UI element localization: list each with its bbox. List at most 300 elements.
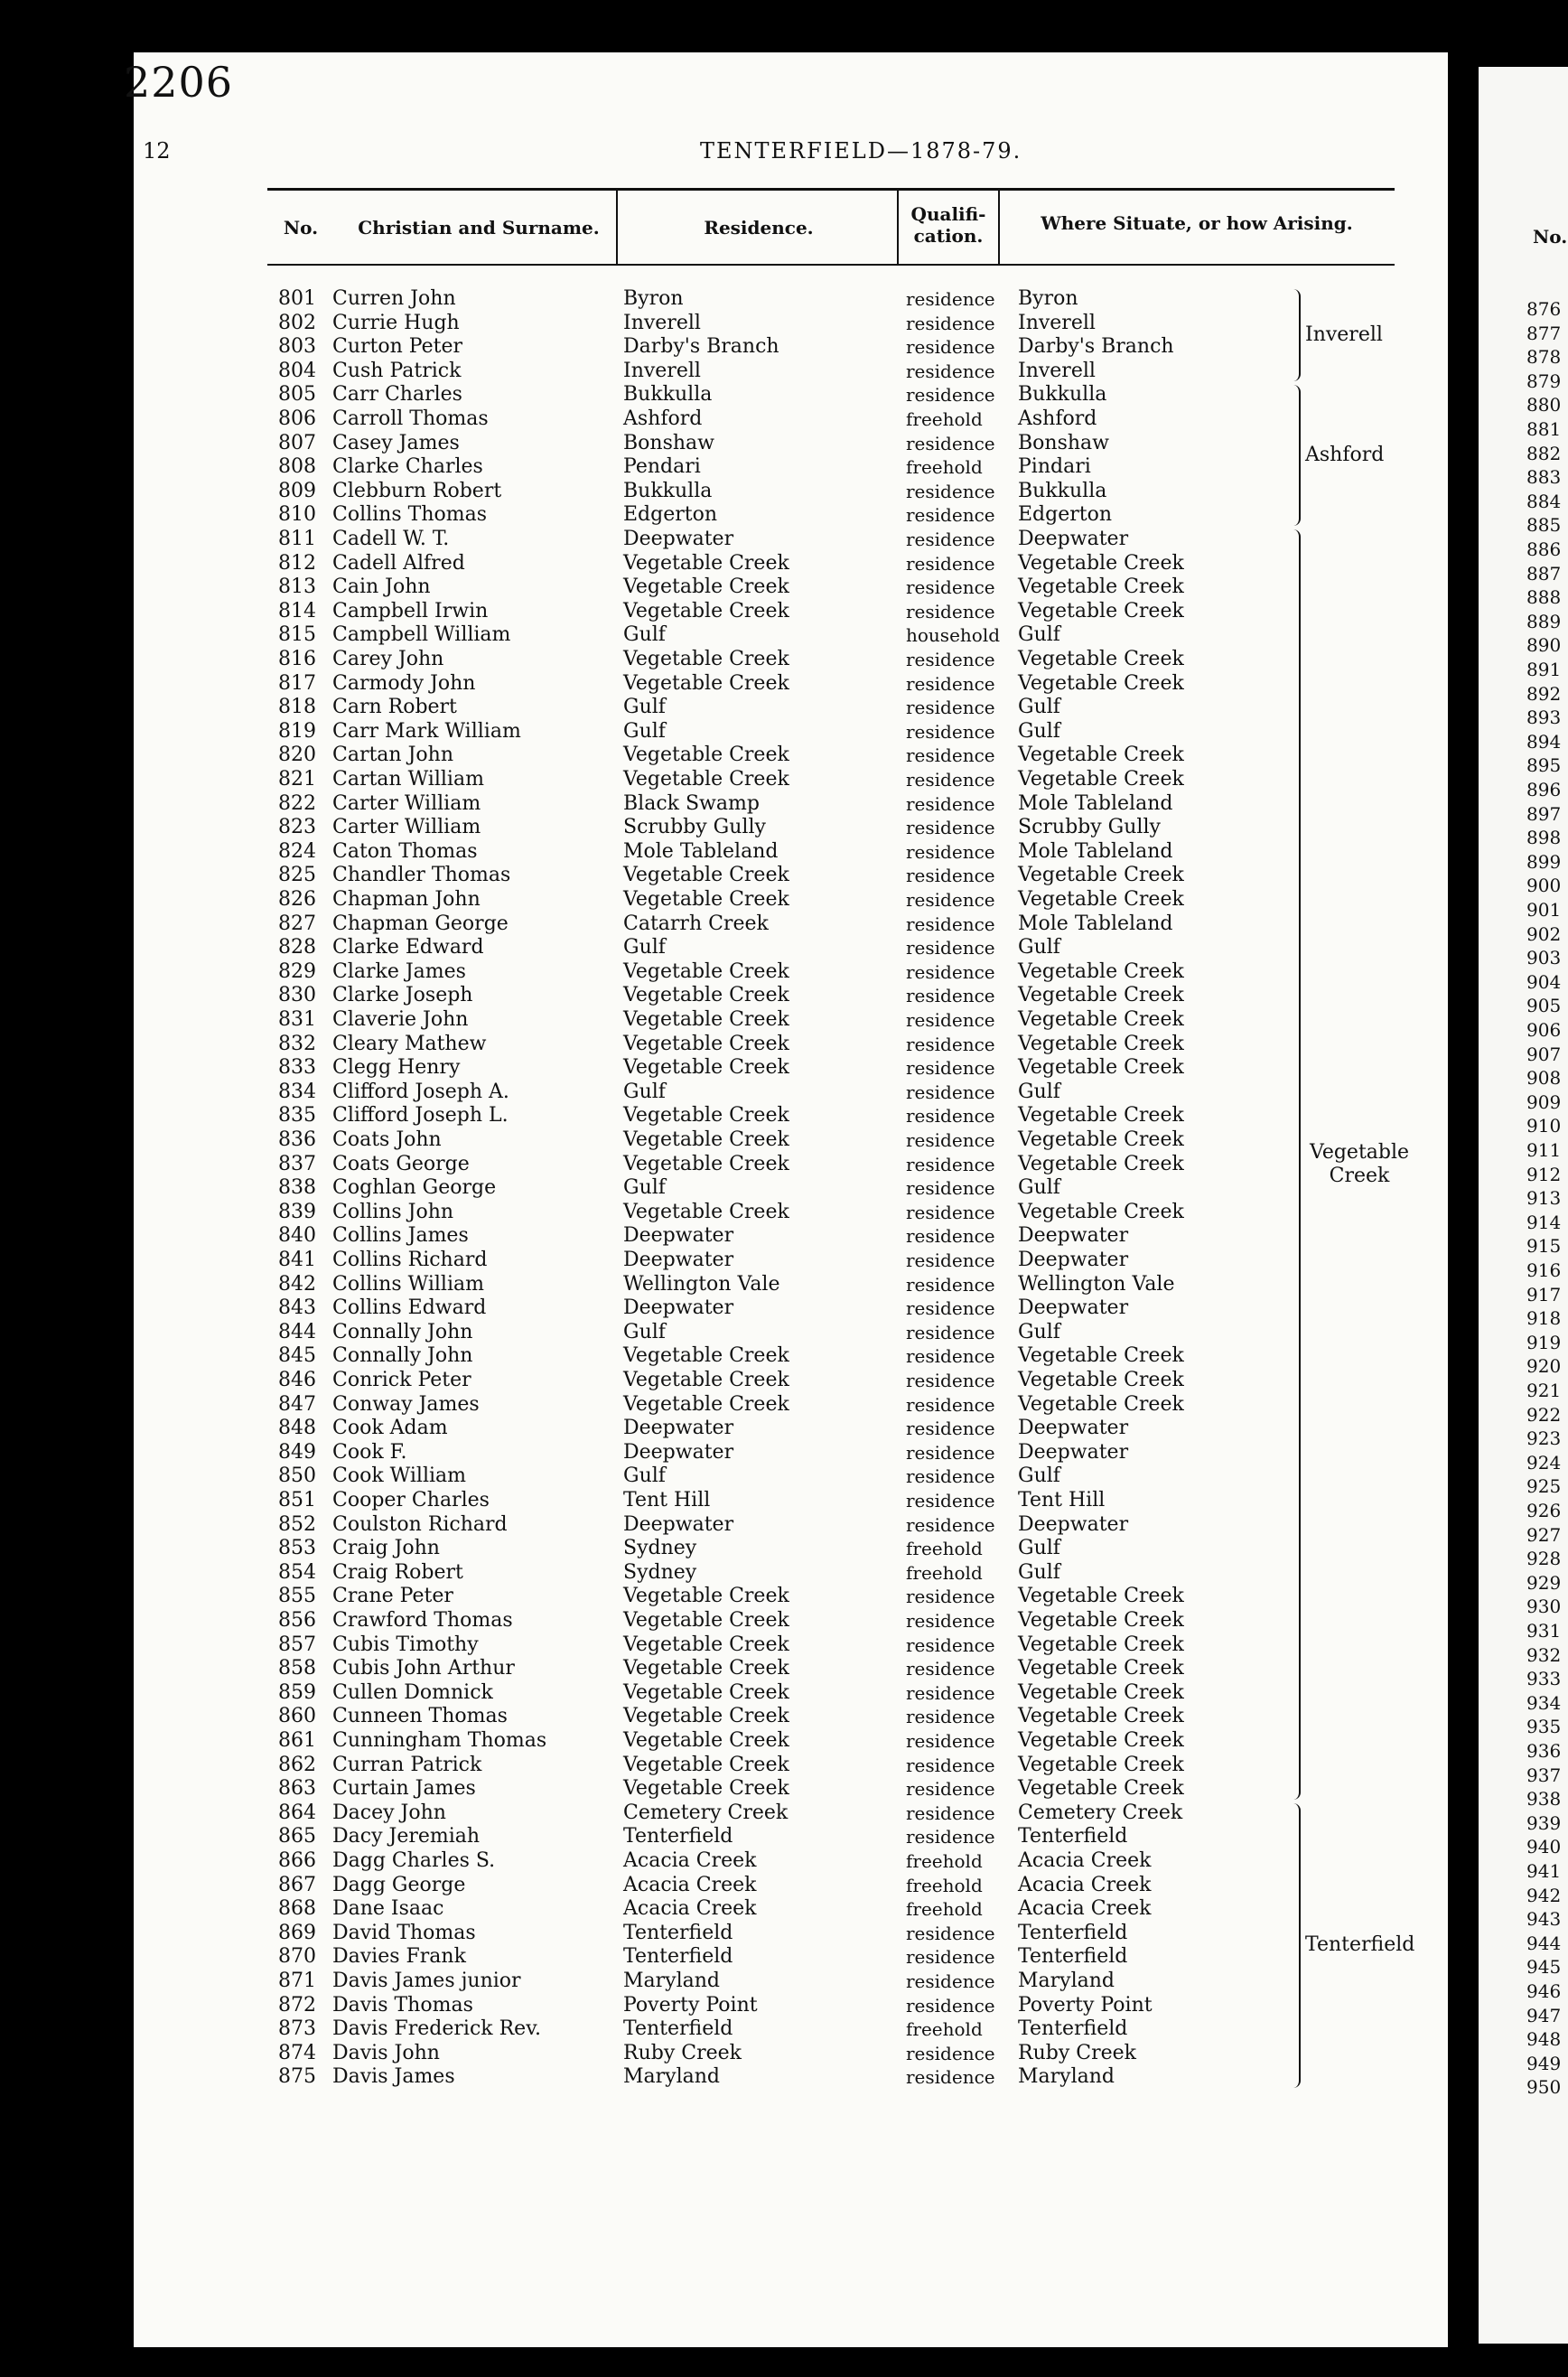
where-situate-cell: Deepwater xyxy=(1018,1224,1129,1248)
residence-cell: Tenterfield xyxy=(623,1945,733,1969)
row-number: 814 xyxy=(278,599,316,622)
table-row xyxy=(0,696,1568,720)
residence-cell: Deepwater xyxy=(623,1512,734,1536)
qualification-cell: residence xyxy=(906,360,995,382)
residence-cell: Vegetable Creek xyxy=(623,671,789,695)
voter-name: Collins Edward xyxy=(332,1296,487,1320)
page-title: TENTERFIELD—1878-79. xyxy=(700,138,1022,164)
header-divider-2 xyxy=(897,191,899,264)
where-situate-cell: Darby's Branch xyxy=(1018,335,1174,359)
table-row xyxy=(0,1321,1568,1345)
where-situate-cell: Vegetable Creek xyxy=(1018,1729,1184,1752)
table-row xyxy=(0,1008,1568,1033)
row-number: 835 xyxy=(278,1104,316,1128)
where-situate-cell: Bonshaw xyxy=(1018,431,1109,454)
where-situate-cell: Ruby Creek xyxy=(1018,2041,1136,2064)
table-row xyxy=(0,984,1568,1008)
residence-cell: Maryland xyxy=(623,2065,720,2089)
row-number: 856 xyxy=(278,1609,316,1632)
residence-cell: Vegetable Creek xyxy=(623,1200,789,1223)
row-number: 802 xyxy=(278,311,316,334)
row-number: 858 xyxy=(278,1657,316,1680)
voter-name: Cadell Alfred xyxy=(332,551,465,575)
next-page-row-number: 926 xyxy=(1526,1500,1562,1521)
residence-cell: Gulf xyxy=(623,936,666,959)
residence-cell: Gulf xyxy=(623,1465,666,1488)
qualification-cell: residence xyxy=(906,312,995,334)
where-situate-cell: Pindari xyxy=(1018,455,1091,479)
row-number: 812 xyxy=(278,551,316,575)
where-situate-cell: Cemetery Creek xyxy=(1018,1801,1183,1824)
table-row xyxy=(0,2017,1568,2042)
row-number: 861 xyxy=(278,1729,316,1752)
where-situate-cell: Maryland xyxy=(1018,2065,1115,2089)
table-row xyxy=(0,1801,1568,1826)
next-page-row-number: 931 xyxy=(1526,1620,1562,1642)
voter-name: Cook F. xyxy=(332,1440,407,1464)
where-situate-cell: Vegetable Creek xyxy=(1018,1056,1184,1080)
next-page-row-number: 923 xyxy=(1526,1427,1562,1450)
table-row xyxy=(0,768,1568,792)
table-row xyxy=(0,1994,1568,2018)
table-row xyxy=(0,888,1568,912)
residence-cell: Vegetable Creek xyxy=(623,984,789,1007)
next-page-row-number: 925 xyxy=(1526,1475,1562,1498)
row-number: 873 xyxy=(278,2017,316,2041)
table-row xyxy=(0,1249,1568,1273)
voter-name: Casey James xyxy=(332,431,460,454)
voter-name: Connally John xyxy=(332,1344,473,1368)
qualification-cell: freehold xyxy=(906,2018,983,2041)
voter-name: Campbell Irwin xyxy=(332,599,489,622)
row-number: 841 xyxy=(278,1249,316,1271)
table-row xyxy=(0,1754,1568,1778)
row-number: 810 xyxy=(278,503,316,527)
voter-name: Collins Richard xyxy=(332,1249,488,1271)
header-no: No. xyxy=(283,217,319,239)
where-situate-cell: Gulf xyxy=(1018,1465,1060,1488)
table-row xyxy=(0,1537,1568,1561)
qualification-cell: residence xyxy=(906,744,995,767)
qualification-cell: residence xyxy=(906,1370,995,1391)
table-row xyxy=(0,1393,1568,1418)
table-row xyxy=(0,1609,1568,1633)
table-row xyxy=(0,1897,1568,1922)
row-number: 839 xyxy=(278,1200,316,1223)
row-number: 843 xyxy=(278,1296,316,1320)
voter-name: Curran Patrick xyxy=(332,1753,482,1776)
row-number: 815 xyxy=(278,623,316,647)
voter-name: Collins William xyxy=(332,1272,484,1296)
residence-cell: Deepwater xyxy=(623,1224,734,1248)
qualification-cell: residence xyxy=(906,1826,995,1848)
voter-name: Dane Isaac xyxy=(332,1897,444,1921)
where-situate-cell: Tenterfield xyxy=(1018,1945,1128,1969)
voter-name: Chapman John xyxy=(332,888,481,911)
next-page-row-number: 918 xyxy=(1526,1307,1562,1330)
residence-cell: Vegetable Creek xyxy=(623,744,789,767)
where-situate-cell: Vegetable Creek xyxy=(1018,551,1184,575)
group-brace xyxy=(1286,1803,1301,2088)
where-situate-cell: Gulf xyxy=(1018,1176,1060,1200)
residence-cell: Poverty Point xyxy=(623,1993,758,2017)
voter-name: Cleary Mathew xyxy=(332,1032,487,1055)
qualification-cell: residence xyxy=(906,288,995,310)
where-situate-cell: Deepwater xyxy=(1018,1440,1129,1464)
table-row xyxy=(0,503,1568,528)
where-situate-cell: Vegetable Creek xyxy=(1018,888,1184,911)
qualification-cell: residence xyxy=(906,1586,995,1608)
qualification-cell: residence xyxy=(906,1105,995,1128)
where-situate-cell: Deepwater xyxy=(1018,1296,1129,1320)
next-page-row-number: 915 xyxy=(1526,1235,1562,1258)
voter-name: Cook William xyxy=(332,1465,466,1488)
residence-cell: Gulf xyxy=(623,1176,666,1200)
residence-cell: Vegetable Creek xyxy=(623,1657,789,1680)
voter-name: Craig John xyxy=(332,1537,440,1560)
qualification-cell: residence xyxy=(906,1153,995,1175)
voter-name: Curton Peter xyxy=(332,335,462,359)
group-label: Ashford xyxy=(1305,444,1385,467)
where-situate-cell: Mole Tableland xyxy=(1018,791,1173,815)
residence-cell: Deepwater xyxy=(623,528,734,550)
qualification-cell: residence xyxy=(906,1778,995,1801)
where-situate-cell: Tent Hill xyxy=(1018,1489,1106,1511)
next-page-row-number: 885 xyxy=(1526,514,1562,537)
residence-cell: Byron xyxy=(623,287,684,310)
residence-cell: Bukkulla xyxy=(623,479,713,502)
where-situate-cell: Mole Tableland xyxy=(1018,839,1173,863)
row-number: 860 xyxy=(278,1705,316,1728)
table-row xyxy=(0,1489,1568,1513)
qualification-cell: residence xyxy=(906,937,995,959)
where-situate-cell: Tenterfield xyxy=(1018,1921,1128,1944)
next-page-row-number: 922 xyxy=(1526,1403,1562,1426)
where-situate-cell: Vegetable Creek xyxy=(1018,671,1184,695)
residence-cell: Vegetable Creek xyxy=(623,1369,789,1391)
header-name: Christian and Surname. xyxy=(358,217,600,239)
qualification-cell: residence xyxy=(906,1225,995,1248)
table-row xyxy=(0,672,1568,697)
group-label: Vegetable Creek xyxy=(1309,1140,1410,1187)
voter-name: Clarke James xyxy=(332,959,466,983)
qualification-cell: residence xyxy=(906,1610,995,1632)
qualification-cell: freehold xyxy=(906,456,983,479)
next-page-row-number: 898 xyxy=(1526,827,1562,849)
header-top-rule xyxy=(267,188,1395,191)
residence-cell: Ruby Creek xyxy=(623,2041,742,2064)
where-situate-cell: Vegetable Creek xyxy=(1018,1369,1184,1391)
voter-name: Cunningham Thomas xyxy=(332,1729,547,1752)
residence-cell: Vegetable Creek xyxy=(623,864,789,887)
qualification-cell: residence xyxy=(906,1754,995,1776)
voter-name: Cullen Domnick xyxy=(332,1680,493,1704)
row-number: 854 xyxy=(278,1560,316,1584)
where-situate-cell: Vegetable Creek xyxy=(1018,1344,1184,1368)
where-situate-cell: Vegetable Creek xyxy=(1018,1609,1184,1632)
voter-name: Crane Peter xyxy=(332,1585,453,1608)
voter-name: Claverie John xyxy=(332,1008,469,1031)
row-number: 822 xyxy=(278,791,316,815)
table-row xyxy=(0,912,1568,937)
row-number: 853 xyxy=(278,1537,316,1560)
where-situate-cell: Bukkulla xyxy=(1018,383,1107,407)
voter-name: Cunneen Thomas xyxy=(332,1705,508,1728)
where-situate-cell: Gulf xyxy=(1018,696,1060,719)
row-number: 830 xyxy=(278,984,316,1007)
where-situate-cell: Vegetable Creek xyxy=(1018,1200,1184,1223)
voter-name: Davis James xyxy=(332,2065,455,2089)
voter-name: David Thomas xyxy=(332,1921,476,1944)
qualification-cell: residence xyxy=(906,2066,995,2089)
residence-cell: Vegetable Creek xyxy=(623,648,789,670)
where-situate-cell: Tenterfield xyxy=(1018,2017,1128,2041)
next-page-row-number: 927 xyxy=(1526,1523,1562,1546)
voter-name: Cooper Charles xyxy=(332,1489,490,1511)
residence-cell: Vegetable Creek xyxy=(623,768,789,791)
voter-name: Carn Robert xyxy=(332,696,457,719)
table-row xyxy=(0,648,1568,672)
qualification-cell: residence xyxy=(906,912,995,935)
qualification-cell: residence xyxy=(906,384,995,407)
next-page-row-number: 890 xyxy=(1526,634,1562,657)
qualification-cell: freehold xyxy=(906,1561,983,1584)
where-situate-cell: Gulf xyxy=(1018,1080,1060,1103)
table-row xyxy=(0,1033,1568,1057)
group-brace xyxy=(1286,289,1301,381)
residence-cell: Deepwater xyxy=(623,1417,734,1440)
next-page-row-number: 876 xyxy=(1526,298,1562,320)
voter-name: Craig Robert xyxy=(332,1560,463,1584)
where-situate-cell: Acacia Creek xyxy=(1018,1849,1152,1872)
table-row xyxy=(0,1849,1568,1874)
qualification-cell: residence xyxy=(906,529,995,550)
voter-name: Davis Frederick Rev. xyxy=(332,2017,541,2041)
next-page-row-number: 886 xyxy=(1526,538,1562,560)
voter-name: Cain John xyxy=(332,576,431,599)
residence-cell: Vegetable Creek xyxy=(623,551,789,575)
next-page-row-number: 910 xyxy=(1526,1115,1562,1137)
voter-name: Currie Hugh xyxy=(332,311,460,334)
where-situate-cell: Acacia Creek xyxy=(1018,1873,1152,1896)
next-page-row-number: 887 xyxy=(1526,562,1562,585)
voter-name: Carter William xyxy=(332,791,481,815)
residence-cell: Gulf xyxy=(623,623,666,647)
where-situate-cell: Vegetable Creek xyxy=(1018,1633,1184,1656)
header-divider-1 xyxy=(616,191,618,264)
table-row xyxy=(0,792,1568,817)
residence-cell: Gulf xyxy=(623,1080,666,1103)
residence-cell: Pendari xyxy=(623,455,701,479)
residence-cell: Acacia Creek xyxy=(623,1873,757,1896)
next-page-row-number: 913 xyxy=(1526,1187,1562,1210)
next-page-row-number: 938 xyxy=(1526,1788,1562,1811)
residence-cell: Vegetable Creek xyxy=(623,1729,789,1752)
row-number: 859 xyxy=(278,1680,316,1704)
row-number: 845 xyxy=(278,1344,316,1368)
qualification-cell: residence xyxy=(906,1009,995,1031)
row-number: 850 xyxy=(278,1465,316,1488)
next-page-row-number: 935 xyxy=(1526,1716,1562,1738)
next-page-header: No. xyxy=(1533,226,1568,248)
where-situate-cell: Vegetable Creek xyxy=(1018,1680,1184,1704)
next-page-row-number: 947 xyxy=(1526,2004,1562,2026)
where-situate-cell: Gulf xyxy=(1018,719,1060,743)
next-page-row-number: 937 xyxy=(1526,1764,1562,1786)
row-number: 851 xyxy=(278,1489,316,1511)
where-situate-cell: Gulf xyxy=(1018,1320,1060,1343)
next-page-row-number: 892 xyxy=(1526,682,1562,705)
table-row xyxy=(0,576,1568,600)
row-number: 808 xyxy=(278,455,316,479)
residence-cell: Vegetable Creek xyxy=(623,1777,789,1801)
qualification-cell: residence xyxy=(906,649,995,670)
table-row xyxy=(0,864,1568,888)
residence-cell: Bonshaw xyxy=(623,431,714,454)
voter-name: Cadell W. T. xyxy=(332,528,450,550)
voter-name: Dagg Charles S. xyxy=(332,1849,496,1872)
qualification-cell: residence xyxy=(906,960,995,983)
next-page-row-number: 884 xyxy=(1526,490,1562,512)
where-situate-cell: Vegetable Creek xyxy=(1018,744,1184,767)
row-number: 840 xyxy=(278,1224,316,1248)
table-row xyxy=(0,1561,1568,1586)
residence-cell: Scrubby Gully xyxy=(623,816,766,839)
row-number: 849 xyxy=(278,1440,316,1464)
qualification-cell: residence xyxy=(906,1970,995,1992)
row-number: 847 xyxy=(278,1392,316,1416)
row-number: 866 xyxy=(278,1849,316,1872)
row-number: 803 xyxy=(278,335,316,359)
qualification-cell: residence xyxy=(906,432,995,454)
qualification-cell: residence xyxy=(906,697,995,719)
residence-cell: Vegetable Creek xyxy=(623,1104,789,1128)
where-situate-cell: Gulf xyxy=(1018,936,1060,959)
next-page-row-number: 943 xyxy=(1526,1908,1562,1931)
next-page-row-number: 883 xyxy=(1526,466,1562,489)
row-number: 831 xyxy=(278,1008,316,1031)
next-page-row-number: 949 xyxy=(1526,2052,1562,2074)
voter-name: Cook Adam xyxy=(332,1417,448,1440)
residence-cell: Maryland xyxy=(623,1970,720,1992)
table-row xyxy=(0,383,1568,407)
next-page-row-number: 902 xyxy=(1526,922,1562,945)
qualification-cell: residence xyxy=(906,1321,995,1343)
where-situate-cell: Mole Tableland xyxy=(1018,912,1173,935)
voter-name: Curtain James xyxy=(332,1777,476,1801)
next-page-row-number: 900 xyxy=(1526,875,1562,897)
voter-name: Clifford Joseph A. xyxy=(332,1080,509,1103)
next-page-row-number: 942 xyxy=(1526,1884,1562,1906)
table-row xyxy=(0,2065,1568,2090)
table-row xyxy=(0,1104,1568,1128)
next-page-row-number: 901 xyxy=(1526,899,1562,921)
residence-cell: Vegetable Creek xyxy=(623,1056,789,1080)
residence-cell: Deepwater xyxy=(623,1249,734,1271)
row-number: 867 xyxy=(278,1873,316,1896)
voter-name: Davis Thomas xyxy=(332,1993,473,2017)
where-situate-cell: Vegetable Creek xyxy=(1018,648,1184,670)
where-situate-cell: Maryland xyxy=(1018,1970,1115,1992)
voter-name: Cartan John xyxy=(332,744,453,767)
where-situate-cell: Vegetable Creek xyxy=(1018,864,1184,887)
table-row xyxy=(0,1681,1568,1706)
where-situate-cell: Byron xyxy=(1018,287,1078,310)
row-number: 870 xyxy=(278,1945,316,1969)
residence-cell: Vegetable Creek xyxy=(623,959,789,983)
voter-name: Caton Thomas xyxy=(332,839,478,863)
qualification-cell: residence xyxy=(906,576,995,599)
group-label: Inverell xyxy=(1305,323,1383,347)
group-brace xyxy=(1286,529,1301,1800)
next-page-row-number: 909 xyxy=(1526,1090,1562,1113)
table-row xyxy=(0,623,1568,648)
voter-name: Coats John xyxy=(332,1128,442,1151)
qualification-cell: residence xyxy=(906,1681,995,1704)
voter-name: Dacy Jeremiah xyxy=(332,1825,481,1848)
row-number: 837 xyxy=(278,1152,316,1175)
where-situate-cell: Vegetable Creek xyxy=(1018,599,1184,622)
qualification-cell: residence xyxy=(906,1801,995,1824)
where-situate-cell: Vegetable Creek xyxy=(1018,1104,1184,1128)
row-number: 817 xyxy=(278,671,316,695)
next-page-row-number: 917 xyxy=(1526,1283,1562,1305)
where-situate-cell: Edgerton xyxy=(1018,503,1113,527)
row-number: 838 xyxy=(278,1176,316,1200)
where-situate-cell: Tenterfield xyxy=(1018,1825,1128,1848)
voter-name: Clarke Edward xyxy=(332,936,484,959)
residence-cell: Deepwater xyxy=(623,1440,734,1464)
where-situate-cell: Inverell xyxy=(1018,359,1096,382)
qualification-cell: residence xyxy=(906,1465,995,1488)
where-situate-cell: Vegetable Creek xyxy=(1018,959,1184,983)
voter-name: Coghlan George xyxy=(332,1176,497,1200)
qualification-cell: residence xyxy=(906,865,995,887)
table-row xyxy=(0,1970,1568,1994)
residence-cell: Tenterfield xyxy=(623,1921,733,1944)
residence-cell: Inverell xyxy=(623,311,701,334)
row-number: 824 xyxy=(278,839,316,863)
next-page-row-number: 882 xyxy=(1526,442,1562,464)
table-row xyxy=(0,1344,1568,1369)
next-page-row-number: 878 xyxy=(1526,346,1562,369)
where-situate-cell: Vegetable Creek xyxy=(1018,1777,1184,1801)
next-page-row-number: 946 xyxy=(1526,1980,1562,2002)
voter-name: Davies Frank xyxy=(332,1945,466,1969)
where-situate-cell: Gulf xyxy=(1018,1537,1060,1560)
residence-cell: Gulf xyxy=(623,696,666,719)
voter-name: Connally John xyxy=(332,1320,473,1343)
row-number: 805 xyxy=(278,383,316,407)
residence-cell: Ashford xyxy=(623,407,703,430)
residence-cell: Sydney xyxy=(623,1560,697,1584)
table-row xyxy=(0,960,1568,985)
voter-name: Campbell William xyxy=(332,623,511,647)
table-row xyxy=(0,744,1568,768)
next-page-row-number: 916 xyxy=(1526,1259,1562,1281)
qualification-cell: residence xyxy=(906,1033,995,1055)
table-row xyxy=(0,600,1568,624)
next-page-row-number: 932 xyxy=(1526,1643,1562,1666)
residence-cell: Deepwater xyxy=(623,1296,734,1320)
next-page-row-number: 903 xyxy=(1526,947,1562,969)
voter-name: Carroll Thomas xyxy=(332,407,489,430)
next-page-row-number: 944 xyxy=(1526,1932,1562,1954)
residence-cell: Cemetery Creek xyxy=(623,1801,789,1824)
residence-cell: Black Swamp xyxy=(623,791,760,815)
table-row xyxy=(0,1201,1568,1225)
next-page-row-number: 907 xyxy=(1526,1043,1562,1065)
